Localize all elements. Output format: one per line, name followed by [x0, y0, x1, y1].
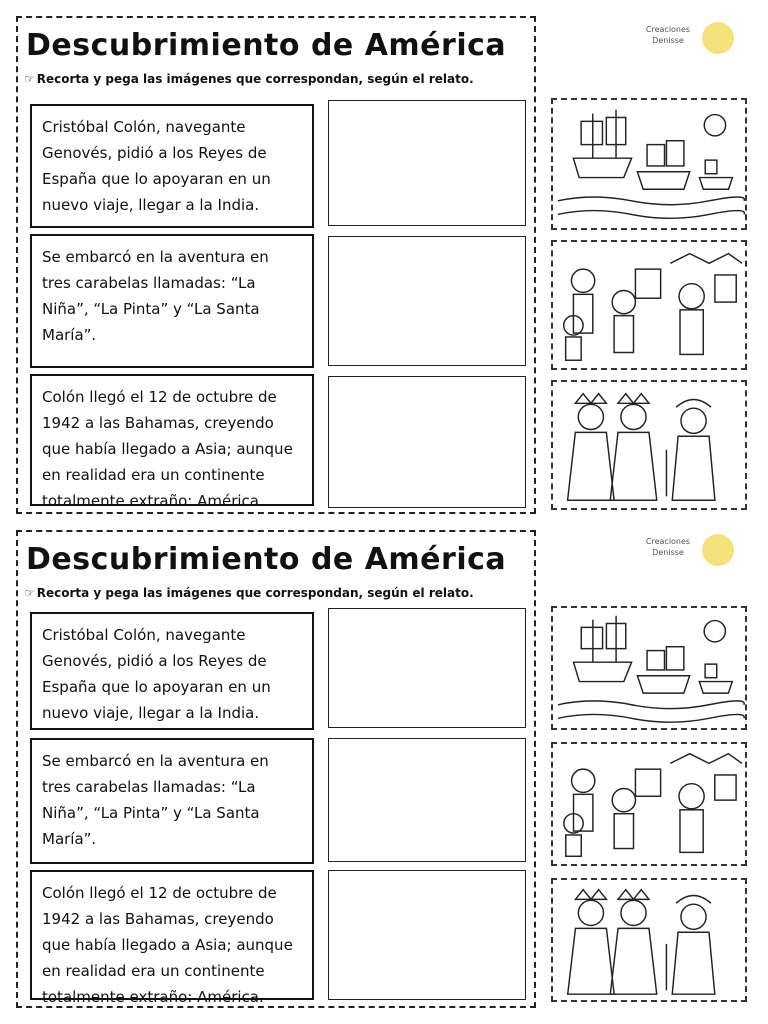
creaciones-denisse-logo [640, 16, 740, 60]
creaciones-denisse-logo [640, 528, 740, 572]
natives-drawing [553, 242, 745, 368]
story-box-1: Cristóbal Colón, navegante Genovés, pidió a los Reyes de España que lo apoyaran en un nuevo viaje, llegar a la India. [30, 104, 314, 228]
natives-and-explorers-illustration[interactable] [551, 742, 747, 866]
kings-drawing [553, 880, 745, 1000]
rainbow-logo-icon [702, 22, 734, 54]
paste-box-3[interactable] [328, 870, 526, 1000]
paste-box-1[interactable] [328, 608, 526, 728]
paste-box-3[interactable] [328, 376, 526, 508]
worksheet-title: Descubrimiento de América [26, 28, 507, 63]
worksheet-title: Descubrimiento de América [26, 542, 507, 577]
paste-box-2[interactable] [328, 236, 526, 366]
kings-and-colon-illustration[interactable] [551, 878, 747, 1002]
natives-drawing [553, 744, 745, 864]
story-box-2: Se embarcó en la aventura en tres carabelas llamadas: “La Niña”, “La Pinta” y “La Santa María”. [30, 234, 314, 368]
ships-drawing [553, 608, 745, 728]
story-box-2: Se embarcó en la aventura en tres carabelas llamadas: “La Niña”, “La Pinta” y “La Santa María”. [30, 738, 314, 864]
instruction-line [24, 72, 474, 86]
rainbow-logo-icon [702, 534, 734, 566]
instruction-text: Recorta y pega las imágenes que correspondan, según el relato. [36, 586, 474, 600]
story-box-3: Colón llegó el 12 de octubre de 1942 a las Bahamas, creyendo que había llegado a Asia; aunque en realidad era un continente totalmente extraño: América. [30, 374, 314, 506]
story-box-1: Cristóbal Colón, navegante Genovés, pidió a los Reyes de España que lo apoyaran en un nuevo viaje, llegar a la India. [30, 612, 314, 730]
kings-and-colon-illustration[interactable] [551, 380, 747, 510]
ships-illustration[interactable] [551, 98, 747, 230]
instruction-text: Recorta y pega las imágenes que correspondan, según el relato. [36, 72, 474, 86]
pointing-hand-icon: ☞ [24, 586, 35, 600]
worksheet-top [16, 16, 536, 514]
pointing-hand-icon: ☞ [24, 72, 35, 86]
ships-illustration[interactable] [551, 606, 747, 730]
logo-text: Creaciones Denisse [645, 537, 691, 557]
story-box-3: Colón llegó el 12 de octubre de 1942 a las Bahamas, creyendo que había llegado a Asia; aunque en realidad era un continente totalmente extraño: América. [30, 870, 314, 1000]
kings-drawing [553, 382, 745, 508]
paste-box-2[interactable] [328, 738, 526, 862]
logo-text: Creaciones Denisse [645, 25, 691, 45]
ships-drawing [553, 100, 745, 228]
instruction-line [24, 586, 474, 600]
natives-and-explorers-illustration[interactable] [551, 240, 747, 370]
paste-box-1[interactable] [328, 100, 526, 226]
worksheet-bottom [16, 530, 536, 1008]
